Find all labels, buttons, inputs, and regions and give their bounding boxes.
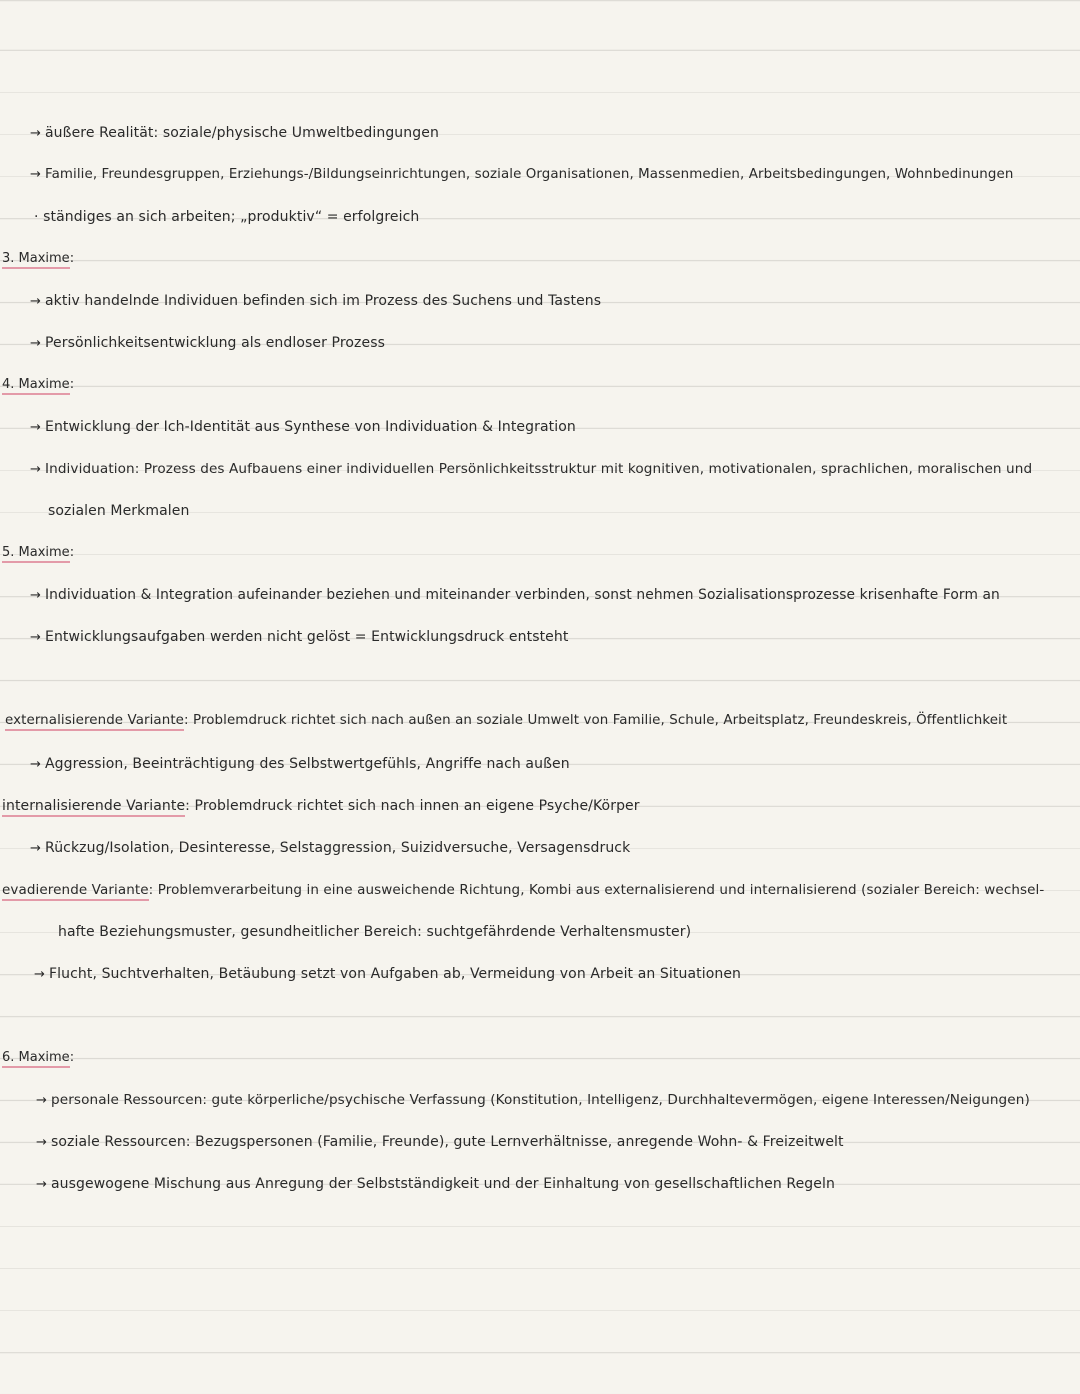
arrow-icon: → [30, 167, 41, 182]
note-line-13 [58, 923, 691, 941]
note-line-4 [30, 292, 601, 311]
heading-maxime-4 [2, 377, 74, 393]
internalisierende-variante-line [2, 797, 640, 815]
line-text: soziale Ressourcen: Bezugspersonen (Familie, Freunde), gute Lernverhältnisse, anregende Wohn- & Freizeitwelt [51, 1134, 844, 1150]
note-line-2 [30, 166, 1013, 184]
line-text: : Problemdruck richtet sich nach innen an eigene Psyche/Körper [185, 798, 640, 814]
heading-text: 6. Maxime [2, 1050, 70, 1068]
arrow-icon: → [30, 336, 41, 351]
heading-colon: : [69, 251, 75, 266]
heading-colon: : [69, 1050, 75, 1065]
heading-colon: : [69, 545, 75, 560]
arrow-icon: → [30, 420, 41, 435]
arrow-icon: → [34, 967, 45, 982]
arrow-icon: → [36, 1177, 47, 1192]
heading-text: 5. Maxime [2, 545, 70, 563]
line-text: ausgewogene Mischung aus Anregung der Selbstständigkeit und der Einhaltung von gesellschaftlichen Regeln [51, 1176, 835, 1192]
line-text: Familie, Freundesgruppen, Erziehungs-/Bildungseinrichtungen, soziale Organisationen, Massenmedien, Arbeitsbedingungen, Wohnbedinungen [45, 167, 1014, 182]
note-line-11 [30, 755, 570, 774]
line-text: Flucht, Suchtverhalten, Betäubung setzt von Aufgaben ab, Vermeidung von Arbeit an Situationen [49, 966, 742, 982]
note-line-6 [30, 418, 576, 437]
heading-maxime-5 [2, 545, 74, 561]
note-line-8 [48, 502, 189, 520]
note-line-16 [36, 1133, 844, 1152]
line-text: Rückzug/Isolation, Desinteresse, Selstaggression, Suizidversuche, Versagensdruck [45, 840, 631, 856]
variant-label: internalisierende Variante [2, 798, 185, 817]
variant-label: externalisierende Variante [5, 713, 184, 731]
line-text: Individuation: Prozess des Aufbauens einer individuellen Persönlichkeitsstruktur mit kognitiven, motivationalen, sprachlichen, moralischen und [45, 461, 1033, 477]
note-line-15 [36, 1091, 1030, 1110]
line-text: : Problemverarbeitung in eine ausweichende Richtung, Kombi aus externalisierend und internalisierend (sozialer Bereich: wechsel- [148, 882, 1045, 898]
heading-maxime-3 [2, 251, 74, 267]
line-text: Entwicklung der Ich-Identität aus Synthese von Individuation & Integration [45, 419, 576, 435]
arrow-icon: → [30, 841, 41, 856]
arrow-icon: → [36, 1093, 47, 1108]
line-text: personale Ressourcen: gute körperliche/psychische Verfassung (Konstitution, Intelligenz, Durchhaltevermögen, eigene Interessen/Neigungen) [51, 1092, 1030, 1108]
line-text: hafte Beziehungsmuster, gesundheitlicher Bereich: suchtgefährdende Verhaltensmuster) [58, 924, 692, 940]
note-line-5 [30, 334, 385, 353]
note-line-9 [30, 586, 1000, 605]
heading-text: 4. Maxime [2, 377, 70, 395]
arrow-icon: → [30, 294, 41, 309]
heading-colon: : [69, 377, 75, 392]
arrow-icon: → [30, 462, 41, 477]
heading-text: 3. Maxime [2, 251, 70, 269]
note-line-14 [34, 965, 741, 984]
note-line-1 [30, 124, 439, 143]
note-line-12 [30, 839, 630, 858]
variant-label: evadierende Variante [2, 882, 149, 901]
arrow-icon: → [30, 757, 41, 772]
note-line-7 [30, 460, 1032, 479]
arrow-icon: → [30, 588, 41, 603]
line-text: äußere Realität: soziale/physische Umweltbedingungen [45, 125, 439, 141]
externalisierende-variante-line [5, 712, 1007, 730]
line-text: Persönlichkeitsentwicklung als endloser Prozess [45, 335, 385, 351]
note-line-3 [34, 208, 419, 226]
line-text: · ständiges an sich arbeiten; „produktiv“ = erfolgreich [34, 209, 420, 225]
line-text: sozialen Merkmalen [48, 503, 190, 519]
evadierende-variante-line [2, 881, 1044, 899]
line-text: aktiv handelnde Individuen befinden sich im Prozess des Suchens und Tastens [45, 293, 602, 309]
line-text: : Problemdruck richtet sich nach außen an soziale Umwelt von Familie, Schule, Arbeitsplatz, Freundeskreis, Öffentlichkeit [184, 713, 1008, 728]
line-text: Aggression, Beeinträchtigung des Selbstwertgefühls, Angriffe nach außen [45, 756, 570, 772]
arrow-icon: → [30, 126, 41, 141]
note-line-17 [36, 1175, 835, 1194]
note-line-10 [30, 628, 568, 647]
arrow-icon: → [30, 630, 41, 645]
heading-maxime-6 [2, 1050, 74, 1066]
arrow-icon: → [36, 1135, 47, 1150]
line-text: Entwicklungsaufgaben werden nicht gelöst = Entwicklungsdruck entsteht [45, 629, 569, 645]
line-text: Individuation & Integration aufeinander beziehen und miteinander verbinden, sonst nehmen Sozialisationsprozesse krisenhafte Form an [45, 587, 1000, 603]
